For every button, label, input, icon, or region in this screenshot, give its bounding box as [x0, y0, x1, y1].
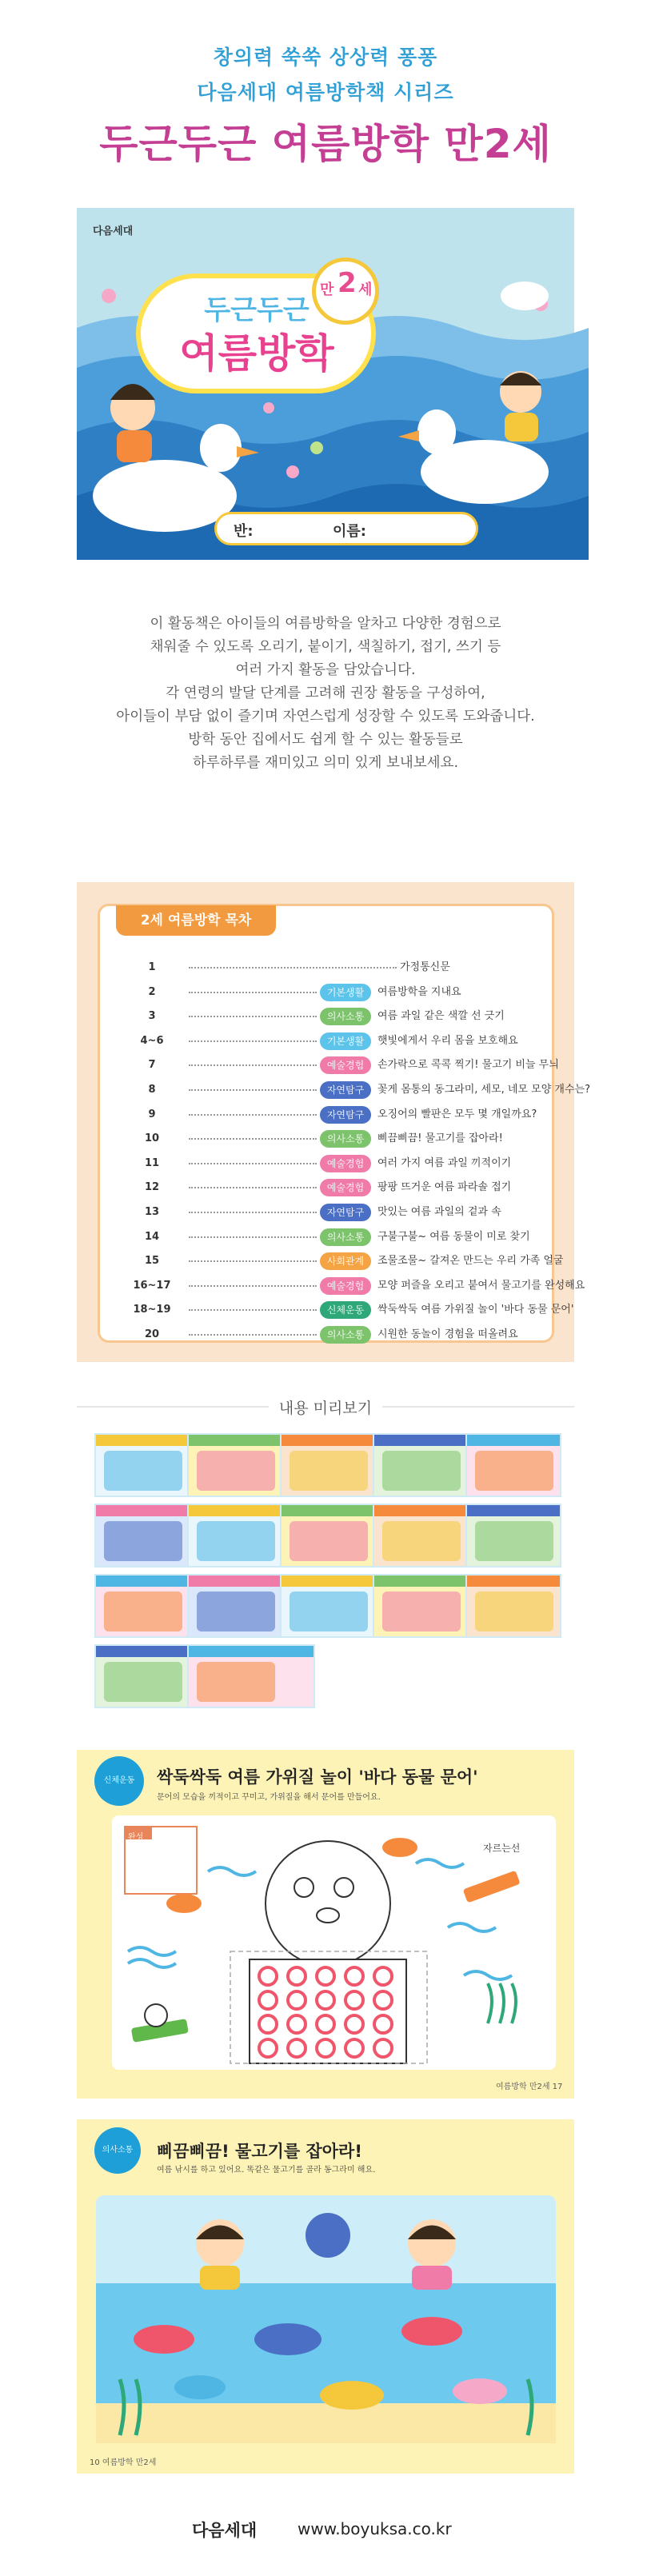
- toc-activity-title: 싹둑싹둑 여름 가위질 놀이 '바다 동물 문어': [377, 1304, 574, 1316]
- sample-title: 삐끔삐끔! 물고기를 잡아라!: [157, 2142, 362, 2161]
- thumbnail-header: [96, 1646, 189, 1657]
- age-prefix: 만: [320, 282, 334, 298]
- preview-thumbnail[interactable]: [373, 1504, 469, 1568]
- page-number: 10 여름방학 만2세: [90, 2458, 157, 2467]
- toc-page-number: 13: [144, 1206, 160, 1218]
- toc-activity-title: 팡팡 뜨거운 여름 파라솔 접기: [377, 1181, 512, 1194]
- leg-ring: [373, 2014, 393, 2035]
- sample-title: 싹둑싹둑 여름 가위질 놀이 '바다 동물 문어': [157, 1767, 478, 1787]
- thumbnail-content: [475, 1451, 553, 1491]
- preview-thumbnail[interactable]: [373, 1574, 469, 1638]
- thumbnail-header: [189, 1435, 282, 1446]
- toc-leader-dots: [189, 1285, 317, 1287]
- toc-page-number: 15: [144, 1255, 160, 1268]
- toc-activity-title: 조물조물~ 갈져온 만드는 우리 가족 얼굴: [377, 1255, 564, 1268]
- intro-line: 아이들이 부담 없이 즐기며 자연스럽게 성장할 수 있도록 도와줍니다.: [116, 709, 535, 725]
- page-number: 여름방학 만2세 17: [496, 2083, 563, 2091]
- preview-thumbnail[interactable]: [280, 1574, 376, 1638]
- toc-category-badge: 의사소통: [320, 1228, 371, 1246]
- sample-subtitle: 문어의 모습을 끼적이고 꾸미고, 가위질을 해서 문어를 만들어요.: [157, 1793, 381, 1802]
- preview-thumbnail[interactable]: [187, 1504, 283, 1568]
- thumbnail-header: [189, 1576, 282, 1587]
- toc-leader-dots: [189, 992, 317, 993]
- done-label: 완성: [128, 1833, 144, 1842]
- thumbnail-header: [374, 1435, 467, 1446]
- toc-page-number: 8: [148, 1084, 156, 1096]
- toc-activity-title: 구불구불~ 여름 동물이 미로 찾기: [377, 1230, 530, 1243]
- toc-activity-title: 오징어의 빨판은 모두 몇 개일까요?: [377, 1108, 537, 1120]
- toc-leader-dots: [189, 1309, 317, 1311]
- thumbnail-content: [104, 1451, 182, 1491]
- thumbnail-content: [197, 1521, 275, 1561]
- toc-activity-title: 삐끔삐끔! 물고기를 잡아라!: [377, 1132, 503, 1145]
- toc-category-badge: 기본생활: [320, 984, 371, 1001]
- leg-ring: [286, 2038, 307, 2059]
- toc-tab: 2세 여름방학 목차: [116, 905, 276, 936]
- toc-activity-title: 가정통신문: [400, 961, 450, 973]
- preview-title: 내용 미리보기: [278, 1400, 373, 1417]
- age-suffix: 세: [358, 282, 373, 298]
- header-slogan: 창의력 쑥쑥 상상력 퐁퐁: [213, 46, 438, 69]
- toc-leader-dots: [189, 1163, 317, 1164]
- thumbnail-content: [104, 1521, 182, 1561]
- toc-category-badge: 자연탐구: [320, 1106, 371, 1124]
- thumbnail-content: [290, 1592, 368, 1631]
- book-cover: [77, 208, 574, 560]
- preview-thumbnail[interactable]: [94, 1574, 190, 1638]
- toc-page-number: 10: [144, 1132, 160, 1145]
- toc-page-number: 20: [144, 1328, 160, 1340]
- thumbnail-content: [197, 1592, 275, 1631]
- leg-ring: [286, 2014, 307, 2035]
- leg-ring: [344, 2014, 365, 2035]
- toc-leader-dots: [189, 1040, 317, 1042]
- page-title: 두근두근 여름방학 만2세: [99, 121, 552, 167]
- toc-row: [120, 1176, 536, 1199]
- toc-row: [120, 1005, 536, 1028]
- leg-ring: [315, 2014, 336, 2035]
- intro-line: 방학 동안 집에서도 쉽게 할 수 있는 활동들로: [188, 732, 463, 748]
- category-badge: 신체운동: [94, 1756, 144, 1806]
- thumbnail-header: [467, 1505, 560, 1516]
- thumbnail-header: [282, 1435, 374, 1446]
- thumbnail-content: [290, 1451, 368, 1491]
- toc-leader-dots: [189, 1260, 317, 1262]
- toc-leader-dots: [189, 1114, 317, 1116]
- toc-leader-dots: [189, 1187, 317, 1188]
- toc-activity-title: 햇빛에게서 우리 몸을 보호해요: [377, 1034, 518, 1047]
- leg-ring: [286, 1990, 307, 2011]
- intro-line: 채워줄 수 있도록 오리기, 붙이기, 색칠하기, 접기, 쓰기 등: [150, 639, 501, 655]
- thumbnail-header: [189, 1505, 282, 1516]
- toc-category-badge: 예술경험: [320, 1179, 371, 1196]
- leg-ring: [373, 1966, 393, 1987]
- thumbnail-header: [467, 1435, 560, 1446]
- leg-ring: [344, 1990, 365, 2011]
- toc-category-badge: 의사소통: [320, 1008, 371, 1025]
- leg-ring: [286, 1966, 307, 1987]
- preview-thumbnail[interactable]: [94, 1433, 190, 1497]
- toc-page-number: 14: [144, 1230, 160, 1243]
- leg-ring: [315, 1990, 336, 2011]
- toc-activity-title: 맛있는 여름 과일의 겉과 속: [377, 1206, 501, 1218]
- toc-row: [120, 1201, 536, 1224]
- leg-ring: [344, 1966, 365, 1987]
- toc-page-number: 18~19: [133, 1304, 171, 1316]
- toc-row: [120, 1030, 536, 1052]
- preview-thumbnail[interactable]: [465, 1574, 561, 1638]
- toc-leader-dots: [189, 967, 397, 968]
- divider: [382, 1406, 574, 1408]
- thumbnail-header: [374, 1505, 467, 1516]
- leg-ring: [373, 2038, 393, 2059]
- toc-page-number: 1: [148, 961, 156, 973]
- thumbnail-content: [104, 1662, 182, 1702]
- toc-leader-dots: [189, 1138, 317, 1140]
- thumbnail-content: [475, 1592, 553, 1631]
- toc-row: [120, 957, 536, 979]
- toc-activity-title: 여름방학을 지내요: [377, 985, 461, 998]
- leg-ring: [315, 2038, 336, 2059]
- toc-leader-dots: [189, 1064, 317, 1066]
- toc-row: [120, 1104, 536, 1126]
- preview-thumbnail[interactable]: [94, 1504, 190, 1568]
- toc-activity-title: 여러 가지 여름 과일 끼적이기: [377, 1156, 512, 1169]
- toc-row: [120, 1324, 536, 1346]
- footer-logo: 다음세대: [192, 2521, 258, 2540]
- toc-row: [120, 1250, 564, 1272]
- toc-category-badge: 신체운동: [320, 1301, 371, 1319]
- toc-row: [120, 1299, 574, 1321]
- preview-thumbnail[interactable]: [94, 1644, 190, 1708]
- cover-title-line1: 두근두근: [204, 294, 310, 326]
- toc-leader-dots: [189, 1236, 317, 1238]
- thumbnail-header: [96, 1435, 189, 1446]
- toc-category-badge: 의사소통: [320, 1130, 371, 1148]
- toc-row: [120, 1128, 536, 1150]
- thumbnail-header: [282, 1505, 374, 1516]
- leg-ring: [258, 1990, 278, 2011]
- class-label: 반:: [234, 523, 254, 540]
- cover-publisher: 다음세대: [93, 226, 134, 238]
- footer-url[interactable]: www.boyuksa.co.kr: [298, 2519, 452, 2538]
- intro-line: 이 활동책은 아이들의 여름방학을 알차고 다양한 경험으로: [150, 616, 501, 632]
- toc-category-badge: 기본생활: [320, 1032, 371, 1050]
- preview-thumbnail[interactable]: [280, 1504, 376, 1568]
- thumbnail-content: [382, 1451, 461, 1491]
- toc-category-badge: 자연탐구: [320, 1081, 371, 1099]
- toc-page-number: 9: [148, 1108, 156, 1120]
- toc-page-number: 4~6: [140, 1034, 164, 1047]
- toc-leader-dots: [189, 1016, 317, 1017]
- intro-line: 각 연령의 발달 단계를 고려해 권장 활동을 구성하여,: [166, 685, 485, 701]
- toc-activity-title: 손가락으로 콕콕 찍기! 물고기 비늘 무늬: [377, 1059, 559, 1072]
- category-badge: 의사소통: [94, 2127, 141, 2174]
- thumbnail-content: [382, 1592, 461, 1631]
- preview-thumbnail[interactable]: [465, 1433, 561, 1497]
- toc-page-number: 16~17: [133, 1279, 171, 1292]
- thumbnail-header: [374, 1576, 467, 1587]
- leg-ring: [258, 1966, 278, 1987]
- toc-row: [120, 1079, 591, 1101]
- thumbnail-header: [96, 1576, 189, 1587]
- thumbnail-content: [197, 1451, 275, 1491]
- toc-category-badge: 자연탐구: [320, 1204, 371, 1221]
- thumbnail-header: [189, 1646, 314, 1657]
- name-label: 이름:: [333, 523, 366, 540]
- thumbnail-header: [96, 1505, 189, 1516]
- thumbnail-content: [382, 1521, 461, 1561]
- toc-activity-title: 시원한 동놀이 경험을 떠올려요: [377, 1328, 518, 1340]
- thumbnail-content: [475, 1521, 553, 1561]
- intro-line: 하루하루를 재미있고 의미 있게 보내보세요.: [192, 755, 459, 771]
- preview-thumbnail[interactable]: [187, 1644, 315, 1708]
- toc-row: [120, 1152, 536, 1175]
- leg-ring: [315, 1966, 336, 1987]
- preview-thumbnail[interactable]: [280, 1433, 376, 1497]
- preview-thumbnail[interactable]: [465, 1504, 561, 1568]
- toc-leader-dots: [189, 1334, 317, 1336]
- toc-category-badge: 예술경험: [320, 1155, 371, 1172]
- toc-category-badge: 의사소통: [320, 1326, 371, 1344]
- intro-text: [48, 613, 603, 775]
- toc-row: [120, 981, 536, 1004]
- toc-row: [120, 1054, 559, 1076]
- thumbnail-content: [104, 1592, 182, 1631]
- toc-page-number: 3: [148, 1010, 156, 1023]
- toc-leader-dots: [189, 1212, 317, 1213]
- leg-ring: [258, 2038, 278, 2059]
- preview-thumbnail[interactable]: [187, 1433, 283, 1497]
- cover-title-line2: 여름방학: [179, 330, 334, 377]
- leg-ring: [344, 2038, 365, 2059]
- thumbnail-content: [197, 1662, 275, 1702]
- toc-row: [120, 1226, 536, 1248]
- toc-activity-title: 모양 퍼즐을 오리고 붙여서 물고기를 완성해요: [377, 1279, 585, 1292]
- preview-thumbnail[interactable]: [187, 1574, 283, 1638]
- toc-leader-dots: [189, 1089, 317, 1091]
- toc-page-number: 11: [144, 1156, 160, 1169]
- thumbnail-header: [467, 1576, 560, 1587]
- toc-activity-title: 꽃게 몸통의 동그라미, 세모, 네모 모양 개수는?: [377, 1084, 591, 1096]
- fishing-scene: [96, 2195, 556, 2443]
- toc-page-number: 12: [144, 1181, 160, 1194]
- sample-subtitle: 여름 낚시를 하고 있어요. 똑같은 물고기를 골라 동그라미 해요.: [157, 2166, 376, 2175]
- leg-ring: [258, 2014, 278, 2035]
- cut-line-label: 자르는선: [483, 1843, 521, 1854]
- toc-row: [120, 1275, 585, 1297]
- fishing-illustration: [96, 2195, 556, 2443]
- age-number: 2: [337, 267, 357, 299]
- toc-category-badge: 사회관계: [320, 1252, 371, 1270]
- preview-thumbnail[interactable]: [373, 1433, 469, 1497]
- thumbnail-content: [290, 1521, 368, 1561]
- header-series: 다음세대 여름방학책 시리즈: [197, 81, 454, 104]
- leg-ring: [373, 1990, 393, 2011]
- toc-activity-title: 여름 과일 같은 색깔 선 긋기: [377, 1010, 505, 1023]
- toc-category-badge: 예술경험: [320, 1056, 371, 1074]
- toc-page-number: 7: [148, 1059, 156, 1072]
- intro-line: 여러 가지 활동을 담았습니다.: [235, 662, 416, 678]
- toc-category-badge: 예술경험: [320, 1277, 371, 1295]
- toc-page-number: 2: [148, 985, 156, 998]
- thumbnail-header: [282, 1576, 374, 1587]
